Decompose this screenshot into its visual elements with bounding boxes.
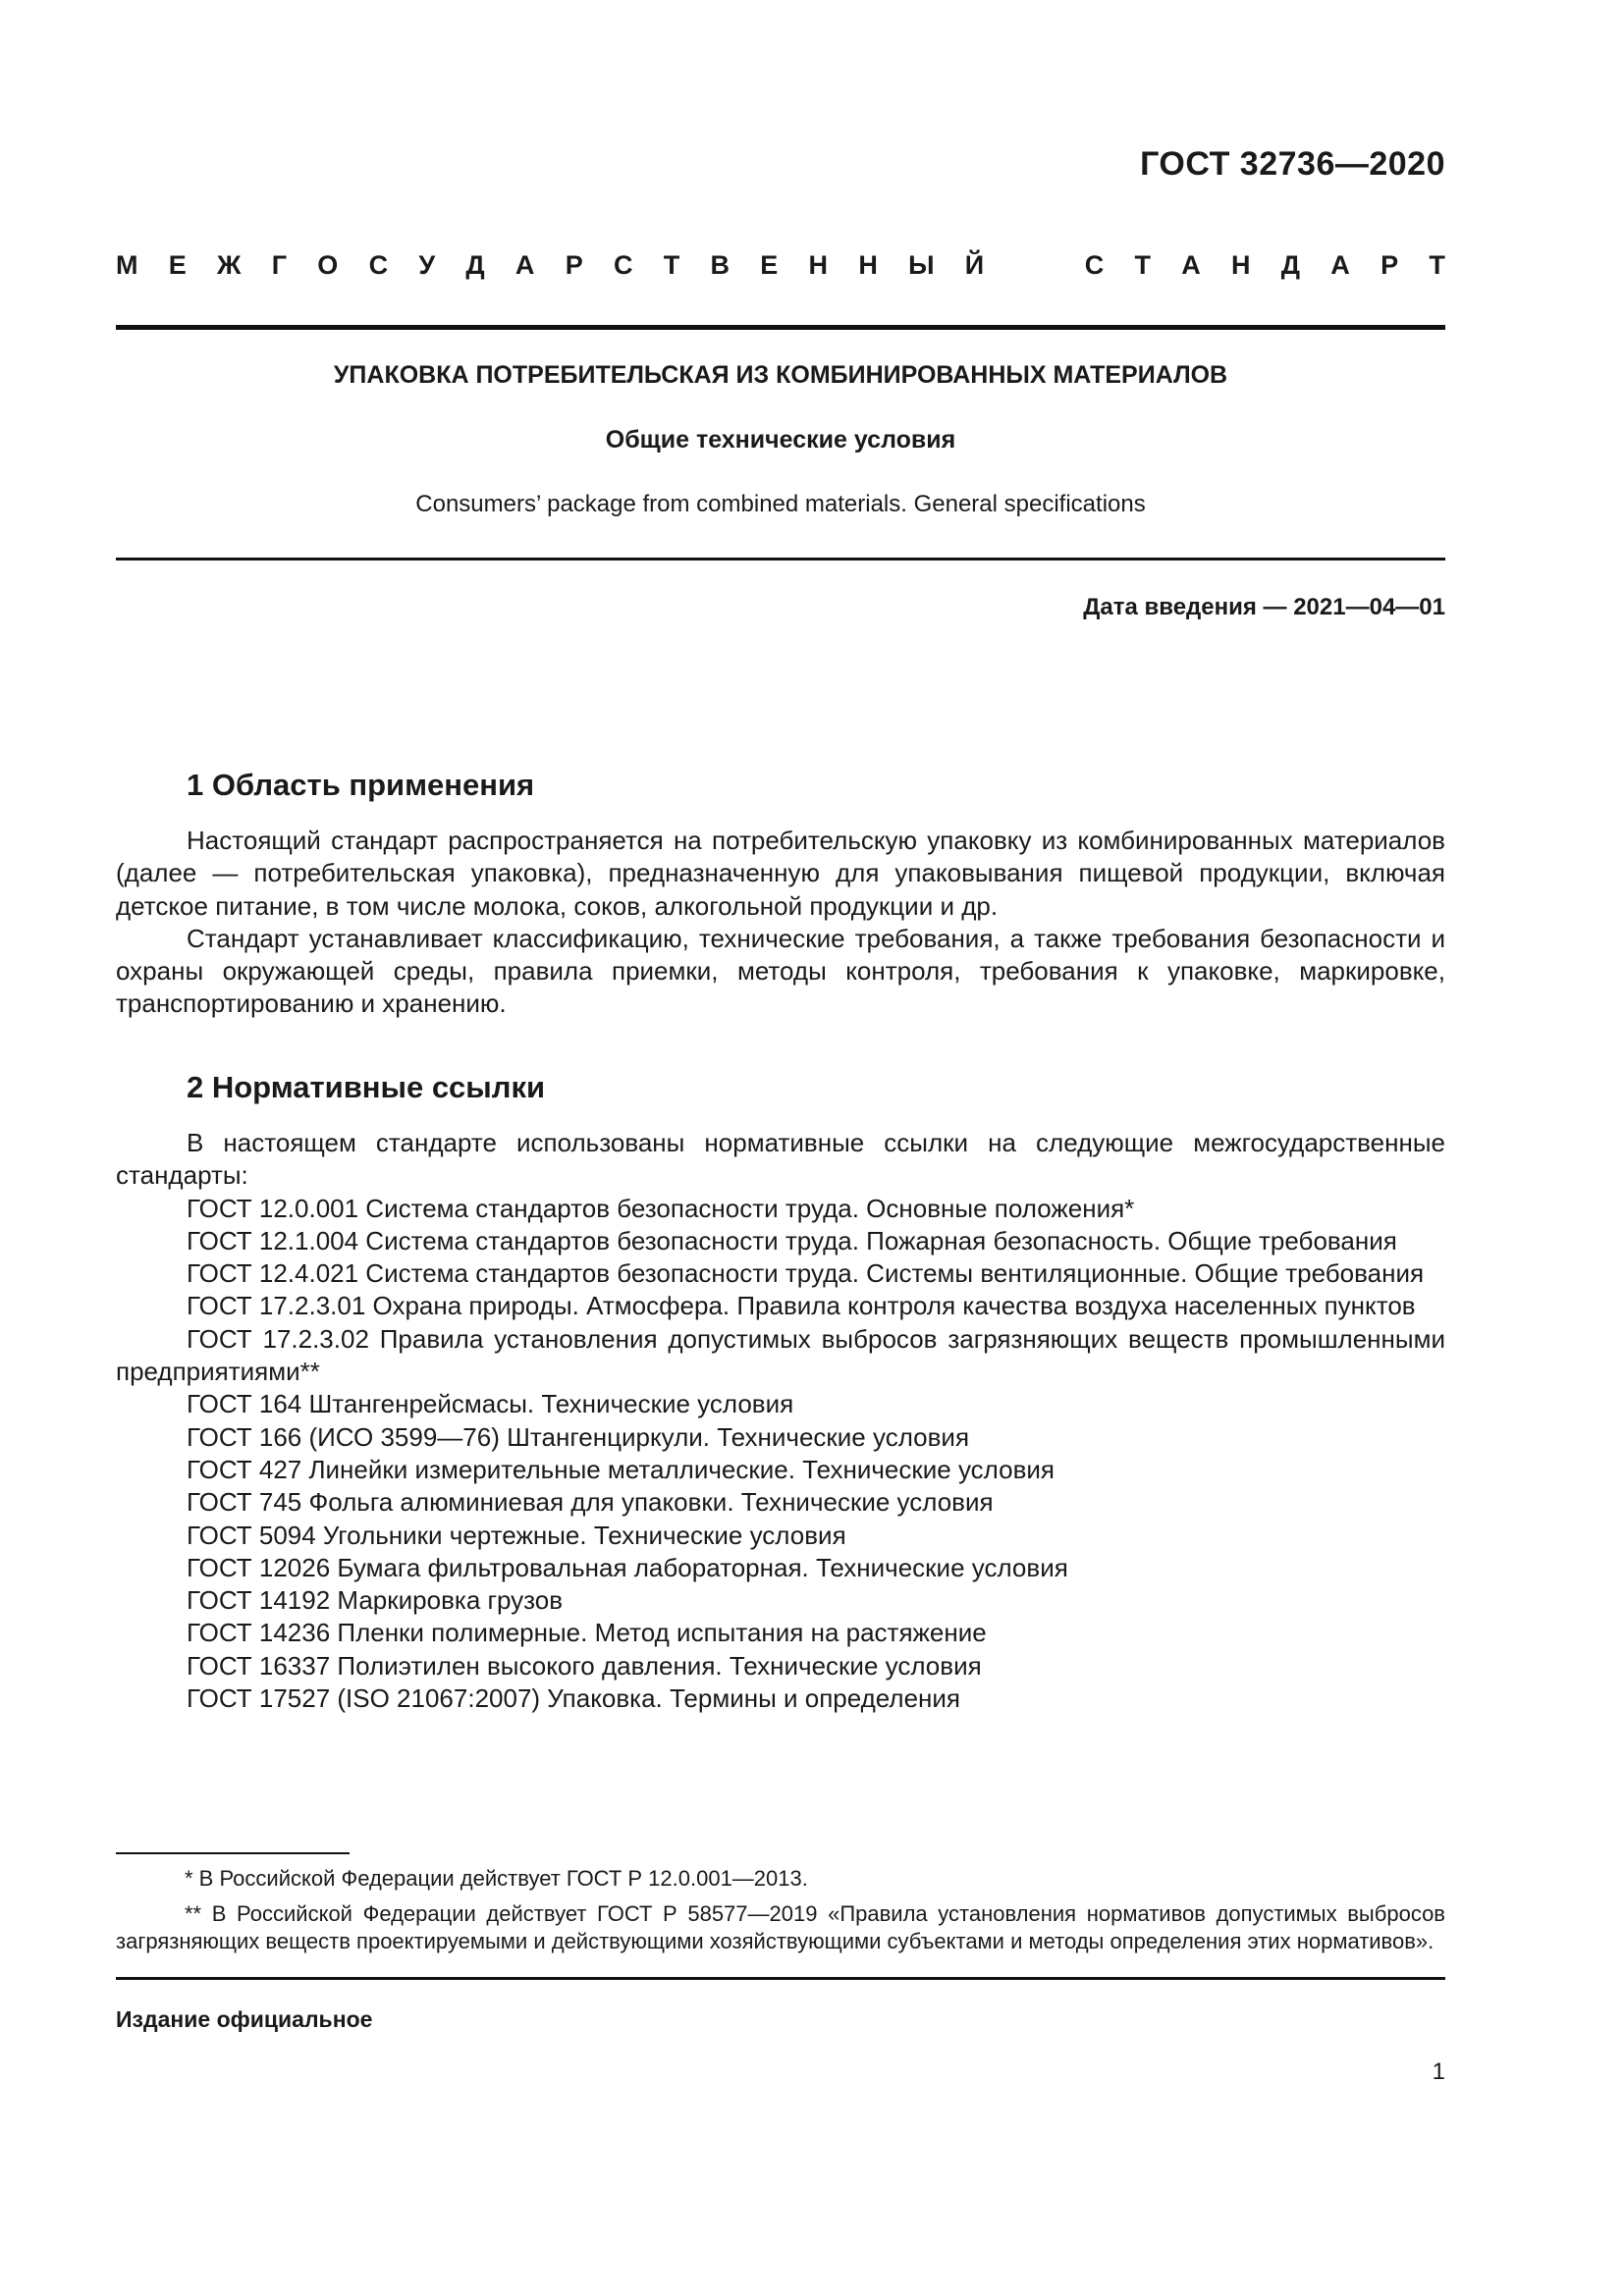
reference-item: ГОСТ 166 (ИСО 3599—76) Штангенциркули. Технические условия bbox=[187, 1421, 970, 1452]
banner-letter: А bbox=[1330, 250, 1350, 280]
banner-letter: Ы bbox=[908, 250, 935, 280]
page-number: 1 bbox=[1432, 2058, 1445, 2085]
section-body-scope bbox=[116, 825, 1445, 1021]
banner-letter: Р bbox=[1380, 250, 1399, 280]
footnote-divider bbox=[116, 1852, 350, 1854]
document-number: ГОСТ 32736—2020 bbox=[1140, 145, 1445, 183]
document-title-english: Consumers’ package from combined materials. General specifications bbox=[415, 491, 1146, 517]
section-heading-normative-references: 2 Нормативные ссылки bbox=[187, 1070, 546, 1104]
paragraph: В настоящем стандарте использованы нормативные ссылки на следующие межгосударственные стандарты: bbox=[116, 1128, 1445, 1191]
footnote: ** В Российской Федерации действует ГОСТ Р 58577—2019 «Правила установления нормативов допустимых выбросов загрязняющих веществ проектируемыми и действующими хозяйствующими субъектами и методы определения этих нормативов». bbox=[116, 1901, 1445, 1953]
document-subtitle: Общие технические условия bbox=[605, 426, 956, 454]
reference-item: ГОСТ 17.2.3.01 Охрана природы. Атмосфера. Правила контроля качества воздуха населенных пунктов bbox=[187, 1291, 1416, 1321]
footnote: * В Российской Федерации действует ГОСТ Р 12.0.001—2013. bbox=[185, 1866, 808, 1891]
banner-letter: Ж bbox=[217, 250, 242, 280]
banner-letter: С bbox=[368, 250, 389, 280]
interstate-standard-banner bbox=[116, 250, 1445, 281]
banner-letter: Н bbox=[858, 250, 878, 280]
banner-letter: Т bbox=[1429, 250, 1445, 280]
banner-letter: Н bbox=[808, 250, 829, 280]
reference-item: ГОСТ 12026 Бумага фильтровальная лабораторная. Технические условия bbox=[187, 1552, 1068, 1582]
banner-letter: О bbox=[317, 250, 339, 280]
banner-letter: А bbox=[514, 250, 535, 280]
banner-letter: Т bbox=[1134, 250, 1151, 280]
reference-item: ГОСТ 16337 Полиэтилен высокого давления. Технические условия bbox=[187, 1650, 982, 1681]
banner-letter: Д bbox=[1280, 250, 1301, 280]
reference-item: ГОСТ 12.0.001 Система стандартов безопасности труда. Основные положения* bbox=[187, 1193, 1135, 1223]
banner-letter: В bbox=[710, 250, 730, 280]
banner-letter: Й bbox=[964, 250, 985, 280]
banner-letter: М bbox=[116, 250, 138, 280]
title-divider bbox=[116, 558, 1445, 561]
reference-item: ГОСТ 745 Фольга алюминиевая для упаковки. Технические условия bbox=[187, 1487, 994, 1518]
section-heading-scope: 1 Область применения bbox=[187, 768, 535, 802]
banner-letter: Р bbox=[565, 250, 583, 280]
banner-letter: Н bbox=[1231, 250, 1251, 280]
banner-letter: Е bbox=[168, 250, 187, 280]
document-title: УПАКОВКА ПОТРЕБИТЕЛЬСКАЯ ИЗ КОМБИНИРОВАННЫХ МАТЕРИАЛОВ bbox=[333, 361, 1228, 389]
reference-item: ГОСТ 14192 Маркировка грузов bbox=[187, 1585, 564, 1616]
banner-letter: Е bbox=[760, 250, 779, 280]
reference-item: ГОСТ 14236 Пленки полимерные. Метод испытания на растяжение bbox=[187, 1618, 987, 1648]
banner-word-gap bbox=[1014, 250, 1054, 281]
reference-item: ГОСТ 17.2.3.02 Правила установления допустимых выбросов загрязняющих веществ промышленными предприятиями** bbox=[116, 1323, 1445, 1387]
reference-item: ГОСТ 427 Линейки измерительные металлические. Технические условия bbox=[187, 1454, 1055, 1484]
banner-letter: У bbox=[418, 250, 436, 280]
banner-letter: С bbox=[1084, 250, 1105, 280]
header-divider bbox=[116, 325, 1445, 330]
footer-divider bbox=[116, 1977, 1445, 1980]
reference-item: ГОСТ 164 Штангенрейсмасы. Технические условия bbox=[187, 1389, 794, 1419]
footnotes bbox=[116, 1865, 1445, 1963]
reference-item: ГОСТ 5094 Угольники чертежные. Технические условия bbox=[187, 1520, 846, 1550]
banner-letter: С bbox=[613, 250, 633, 280]
section-body-normative-references bbox=[116, 1127, 1445, 1715]
official-edition-label: Издание официальное bbox=[116, 2006, 373, 2032]
banner-letter: А bbox=[1181, 250, 1201, 280]
banner-letter: Д bbox=[465, 250, 485, 280]
paragraph: Настоящий стандарт распространяется на потребительскую упаковку из комбинированных материалов (далее — потребительская упаковка), предназначенную для упаковывания пищевой продукции, включая детское питание, в том числе молока, соков, алкогольной продукции и др. bbox=[116, 826, 1445, 921]
introduction-date: Дата введения — 2021—04—01 bbox=[1083, 594, 1445, 620]
reference-item: ГОСТ 12.1.004 Система стандартов безопасности труда. Пожарная безопасность. Общие требования bbox=[187, 1225, 1397, 1255]
banner-letter: Г bbox=[271, 250, 288, 280]
reference-item: ГОСТ 12.4.021 Система стандартов безопасности труда. Системы вентиляционные. Общие требования bbox=[187, 1258, 1425, 1289]
banner-letter: Т bbox=[663, 250, 680, 280]
reference-item: ГОСТ 17527 (ISO 21067:2007) Упаковка. Термины и определения bbox=[187, 1683, 960, 1714]
paragraph: Стандарт устанавливает классификацию, технические требования, а также требования безопасности и охраны окружающей среды, правила приемки, методы контроля, требования к упаковке, маркировке, транспортированию и хранению. bbox=[116, 923, 1445, 1019]
